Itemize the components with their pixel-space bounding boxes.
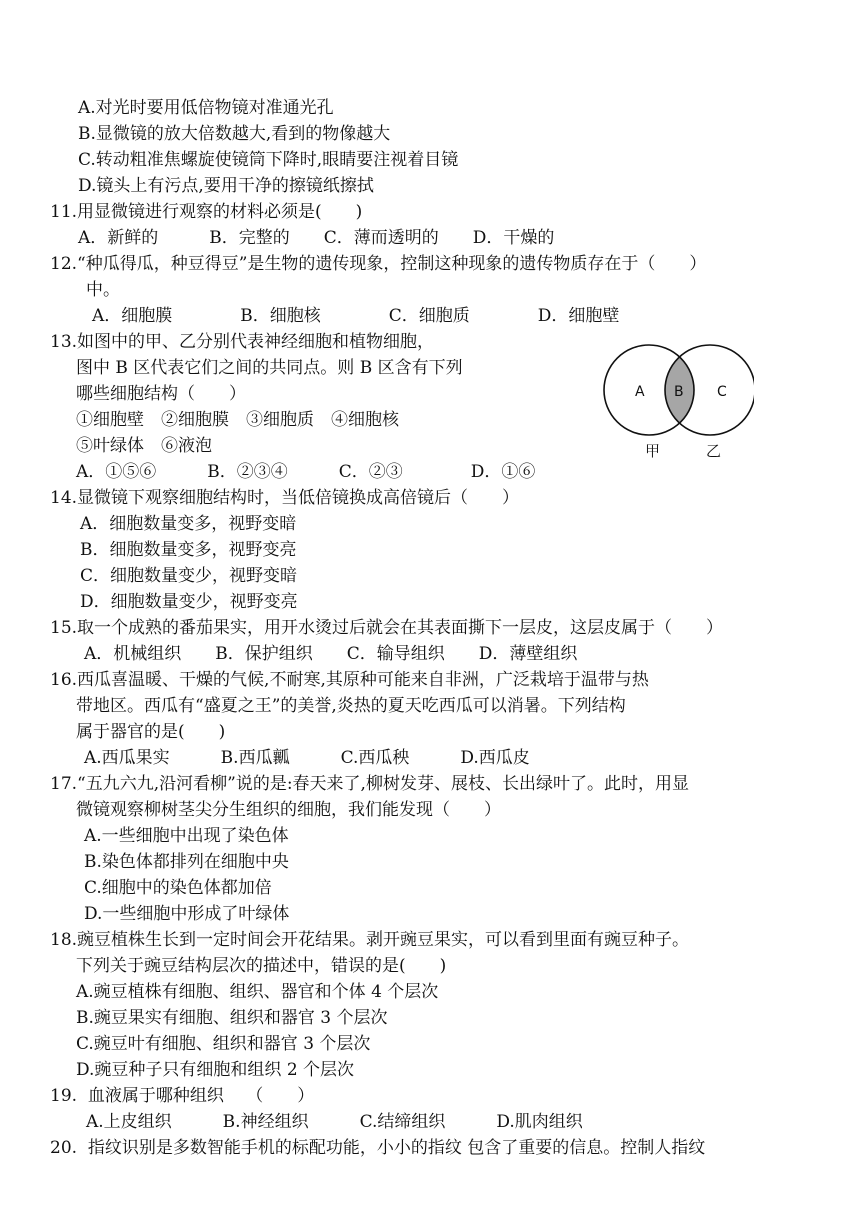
q16-stem-line3: 属于器官的是( ) xyxy=(76,722,226,742)
q16-options: A.西瓜果实 B.西瓜瓤 C.西瓜秧 D.西瓜皮 xyxy=(84,748,530,768)
q18-option-b: B.豌豆果实有细胞、组织和器官 3 个层次 xyxy=(76,1008,388,1028)
q20-stem: 20. 指纹识别是多数智能手机的标配功能，小小的指纹 包含了重要的信息。控制人指纹 xyxy=(50,1138,706,1158)
q17-option-d: D.一些细胞中形成了叶绿体 xyxy=(84,904,290,924)
q17-stem-line1: 17.“五九六九,沿河看柳”说的是:春天来了,柳树发芽、展枝、长出绿叶了。此时，用显 xyxy=(50,774,689,794)
q11-stem: 11.用显微镜进行观察的材料必须是( ) xyxy=(50,202,363,222)
q16-stem-line2: 带地区。西瓜有“盛夏之王”的美誉,炎热的夏天吃西瓜可以消暑。下列结构 xyxy=(76,696,626,716)
q10-option-d: D.镜头上有污点,要用干净的擦镜纸擦拭 xyxy=(78,176,374,196)
q13-stem-line3: 哪些细胞结构（ ） xyxy=(76,384,246,404)
venn-label-a: A xyxy=(635,384,645,400)
q18-option-d: D.豌豆种子只有细胞和组织 2 个层次 xyxy=(76,1060,355,1080)
q18-stem-line1: 18.豌豆植株生长到一定时间会开花结果。剥开豌豆果实，可以看到里面有豌豆种子。 xyxy=(50,930,690,950)
venn-label-yi: 乙 xyxy=(706,442,722,460)
q14-option-c: C．细胞数量变少，视野变暗 xyxy=(80,566,298,586)
venn-diagram xyxy=(602,338,754,462)
q19-options: A.上皮组织 B.神经组织 C.结缔组织 D.肌肉组织 xyxy=(86,1112,583,1132)
q12-options: A．细胞膜 B．细胞核 C．细胞质 D．细胞壁 xyxy=(92,306,620,326)
q10-option-b: B.显微镜的放大倍数越大,看到的物像越大 xyxy=(78,124,391,144)
q17-option-a: A.一些细胞中出现了染色体 xyxy=(84,826,289,846)
q14-option-b: B．细胞数量变多，视野变亮 xyxy=(80,540,297,560)
q17-option-c: C.细胞中的染色体都加倍 xyxy=(84,878,272,898)
q18-stem-line2: 下列关于豌豆结构层次的描述中，错误的是( ) xyxy=(76,956,447,976)
q13-items-line1: ①细胞壁 ②细胞膜 ③细胞质 ④细胞核 xyxy=(76,410,399,430)
venn-label-jia: 甲 xyxy=(645,442,661,460)
q17-option-b: B.染色体都排列在细胞中央 xyxy=(84,852,289,872)
q12-stem-cont: 中。 xyxy=(86,280,120,300)
q13-stem-line1: 13.如图中的甲、乙分别代表神经细胞和植物细胞， xyxy=(50,332,435,352)
q16-stem-line1: 16.西瓜喜温暖、干燥的气候,不耐寒,其原种可能来自非洲，广泛栽培于温带与热 xyxy=(50,670,649,690)
venn-label-b: B xyxy=(674,384,684,400)
q17-stem-line2: 微镜观察柳树茎尖分生组织的细胞，我们能发现（ ） xyxy=(76,800,501,820)
q14-option-a: A．细胞数量变多，视野变暗 xyxy=(80,514,297,534)
q13-stem-line2: 图中 B 区代表它们之间的共同点。则 B 区含有下列 xyxy=(76,358,463,378)
venn-label-c: C xyxy=(717,384,727,400)
q10-option-a: A.对光时要用低倍物镜对准通光孔 xyxy=(78,98,334,118)
q18-option-c: C.豌豆叶有细胞、组织和器官 3 个层次 xyxy=(76,1034,371,1054)
q19-stem: 19. 血液属于哪种组织 （ ） xyxy=(50,1086,315,1106)
q18-option-a: A.豌豆植株有细胞、组织、器官和个体 4 个层次 xyxy=(76,982,439,1002)
q14-option-d: D．细胞数量变少，视野变亮 xyxy=(80,592,298,612)
q15-options: A．机械组织 B．保护组织 C．输导组织 D．薄壁组织 xyxy=(84,644,578,664)
q11-options: A．新鲜的 B．完整的 C．薄而透明的 D．干燥的 xyxy=(78,228,555,248)
q14-stem: 14.显微镜下观察细胞结构时，当低倍镜换成高倍镜后（ ） xyxy=(50,488,520,508)
q10-option-c: C.转动粗准焦螺旋使镜筒下降时,眼睛要注视着目镜 xyxy=(78,150,459,170)
q13-items-line2: ⑤叶绿体 ⑥液泡 xyxy=(76,436,212,456)
q12-stem: 12.“种瓜得瓜，种豆得豆”是生物的遗传现象，控制这种现象的遗传物质存在于（ ） xyxy=(50,254,707,274)
q15-stem: 15.取一个成熟的番茄果实，用开水烫过后就会在其表面撕下一层皮，这层皮属于（ ） xyxy=(50,618,724,638)
q13-options: A．①⑤⑥ B．②③④ C．②③ D．①⑥ xyxy=(76,462,536,482)
